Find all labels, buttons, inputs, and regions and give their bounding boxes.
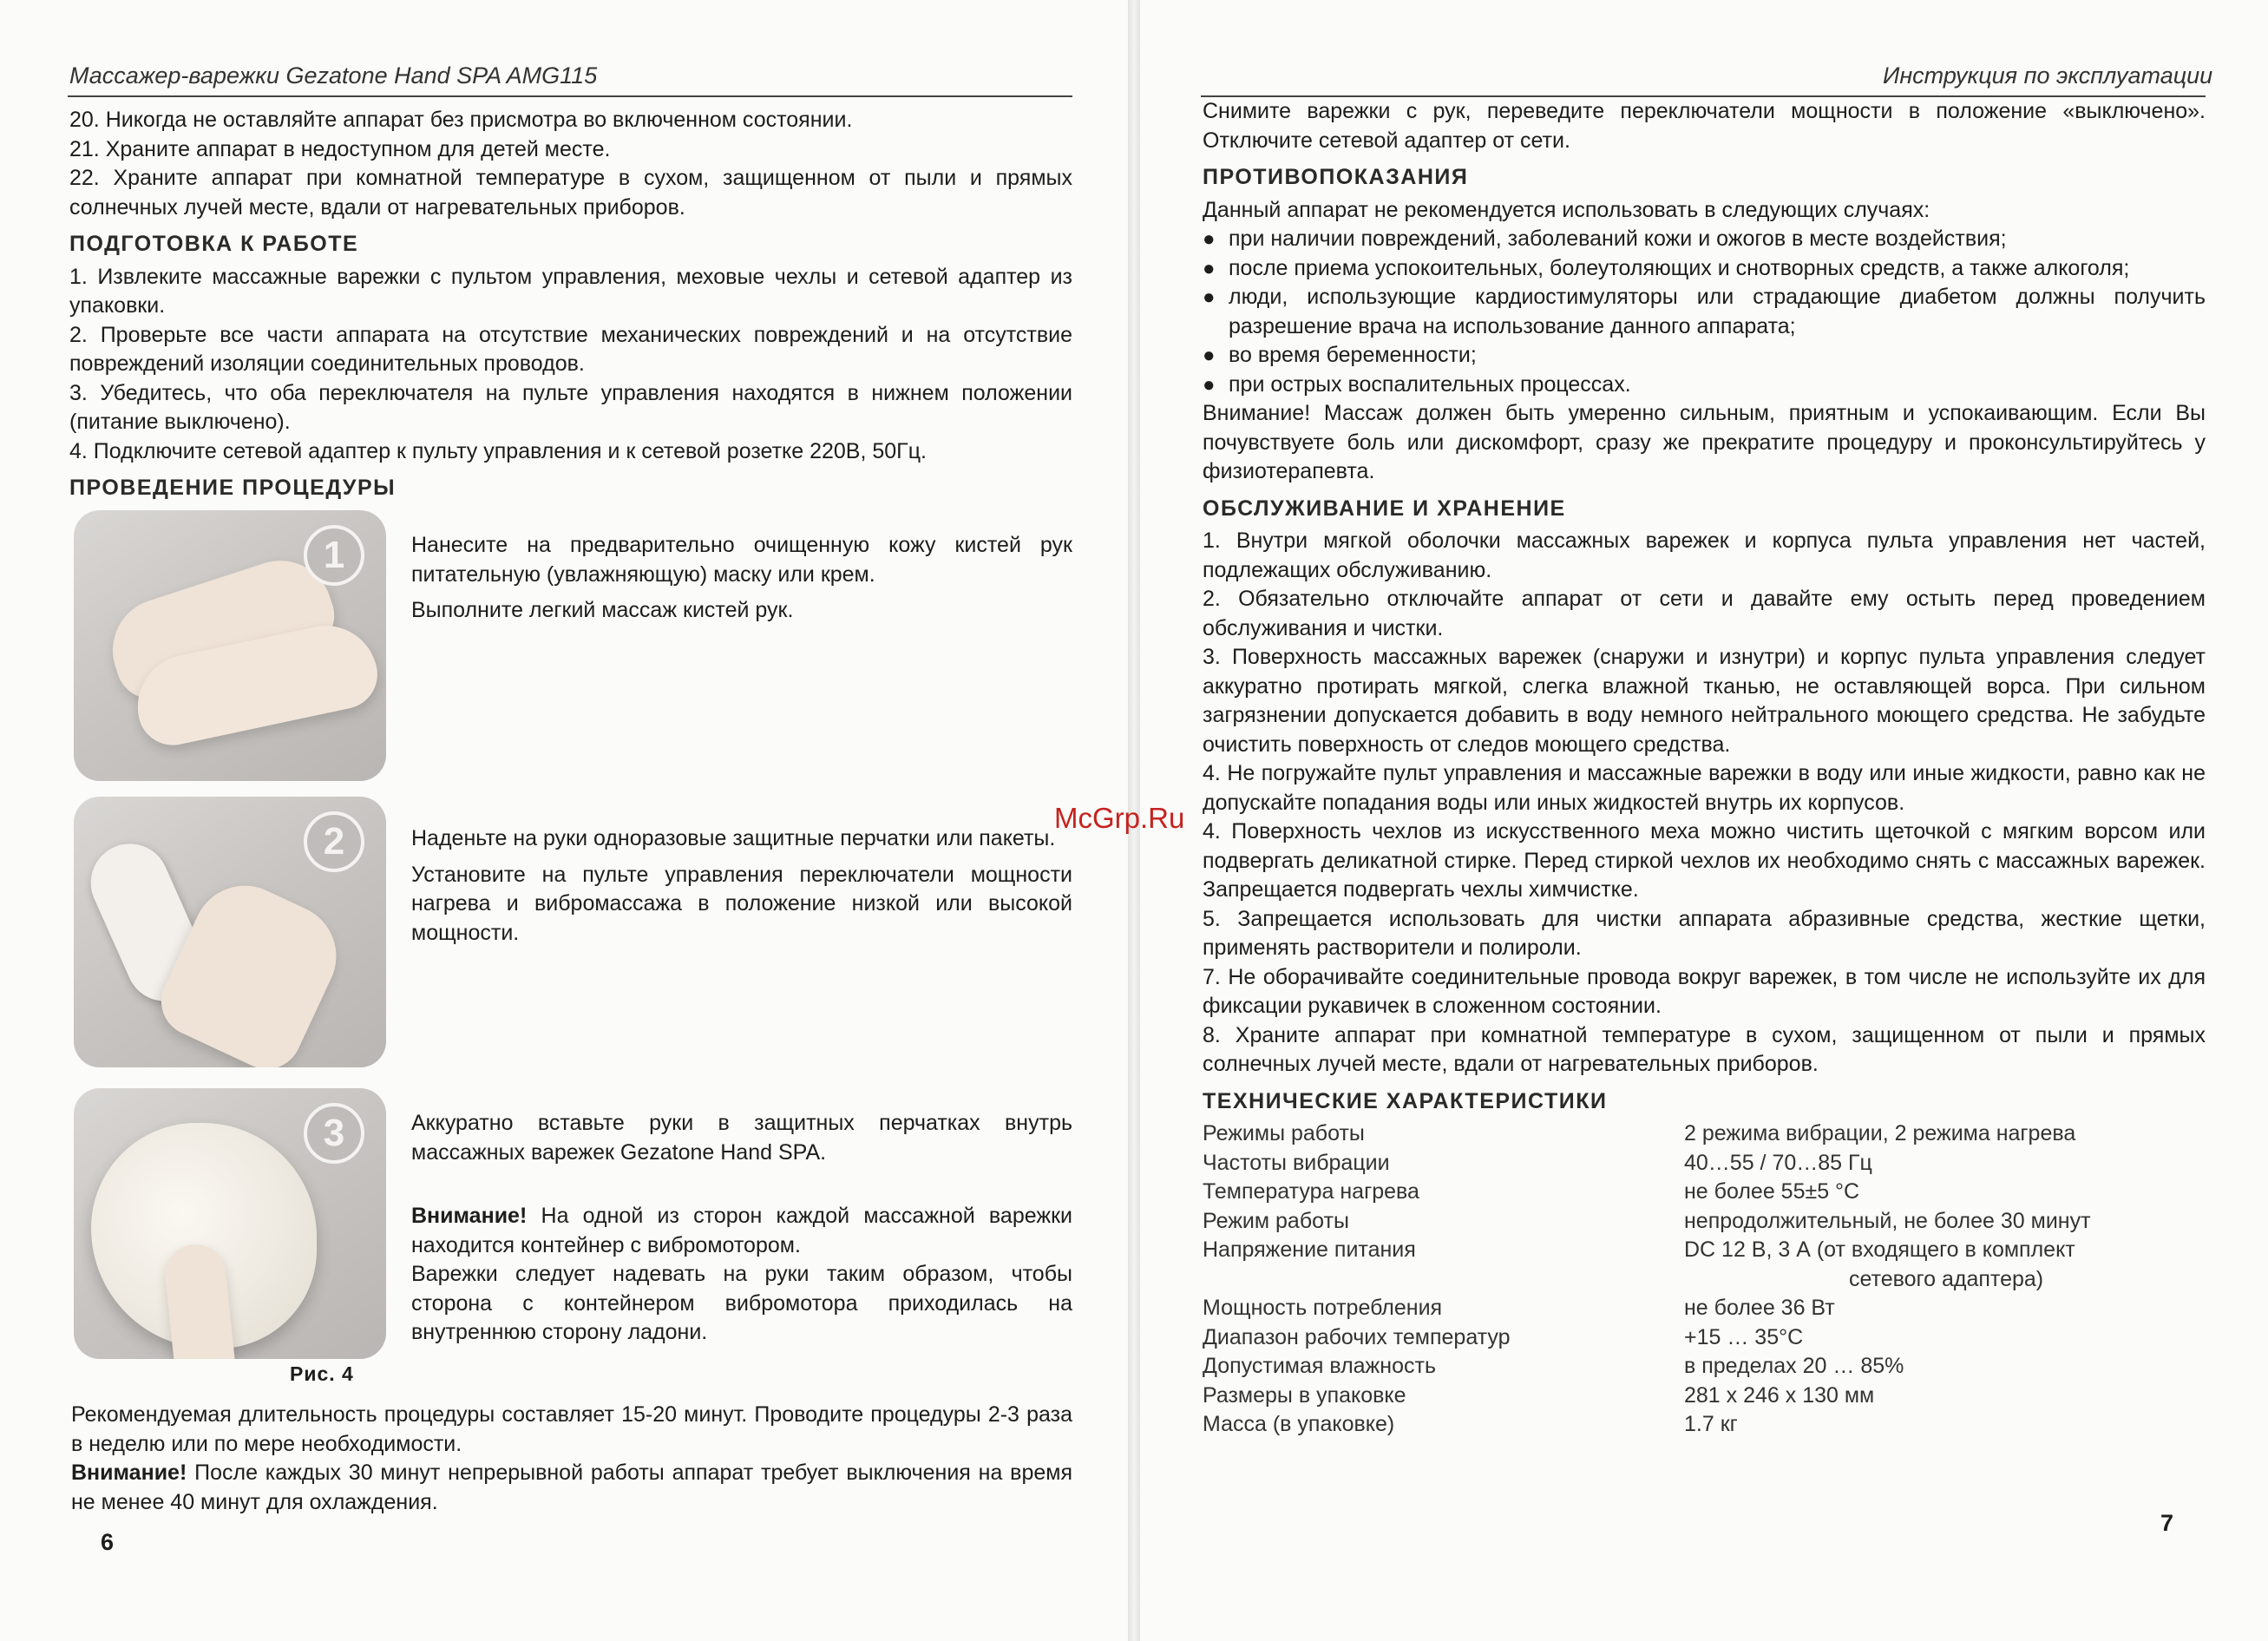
spec-row: Допустимая влажность в пределах 20 … 85%: [1203, 1354, 1904, 1378]
paragraph: Рекомендуемая длительность процедуры составляет 15-20 минут. Проводите процедуры 2-3 раза в неделю или по мере необходимости.: [71, 1402, 1072, 1456]
section-title-care: ОБСЛУЖИВАНИЕ И ХРАНЕНИЕ: [1203, 496, 1566, 521]
list-item: 2. Обязательно отключайте аппарат от сети и давайте ему остыть перед проведением обслуживания и чистки.: [1203, 587, 2206, 640]
right-column: [1203, 97, 2206, 1440]
watermark-link[interactable]: McGrp.Ru: [1054, 802, 1185, 834]
bullet-icon: ●: [1203, 372, 1216, 397]
bullet-item: ● после приема успокоительных, болеутоляющих и снотворных средств, а также алкоголя;: [1203, 254, 2206, 284]
step-text: Варежки следует надевать на руки таким образом, чтобы сторона с контейнером вибромотора приходилась на внутреннюю сторону ладони.: [411, 1262, 1072, 1344]
warning-text: На одной из сторон каждой массажной варежки находится контейнер с вибромотором.: [411, 1204, 1072, 1257]
step-text: Наденьте на руки одноразовые защитные перчатки или пакеты.: [411, 826, 1056, 850]
specs-table: [1203, 1119, 2206, 1440]
warning-label: Внимание!: [71, 1460, 187, 1485]
step-text: Аккуратно вставьте руки в защитных перчатках внутрь массажных варежек Gezatone Hand SPA.: [411, 1111, 1072, 1165]
list-item: 20. Никогда не оставляйте аппарат без присмотра во включенном состоянии.: [69, 108, 853, 132]
step-number-badge: 3: [304, 1103, 364, 1164]
list-item: 4. Поверхность чехлов из искусственного меха можно чистить щеточкой с мягким ворсом или подвергать деликатной стирке. Перед стиркой чехлов их необходимо снять с массажных варежек. Запрещается подвергать чехлы химчистке.: [1203, 819, 2206, 902]
list-item: 8. Храните аппарат при комнатной температуре в сухом, защищенном от пыли и прямых солнечных лучей месте, вдали от нагревательных приборов.: [1203, 1022, 2206, 1076]
section-title-specs: ТЕХНИЧЕСКИЕ ХАРАКТЕРИСТИКИ: [1203, 1088, 1608, 1113]
left-top-column: [69, 106, 1072, 507]
bullet-item: ● при наличии повреждений, заболеваний кожи и ожогов в месте воздействия;: [1203, 225, 2206, 254]
list-item: 3. Поверхность массажных варежек (снаружи и изнутри) и корпус пульта управления следует аккуратно протирать мягкой, слегка влажной тканью, не оставляющей ворса. При сильном загрязнении допускается добавить в воду немного нейтрального моющего средства. Не забудьте очистить поверхность от следов моющего средства.: [1203, 645, 2206, 757]
right-page-header: Инструкция по эксплуатации: [1883, 62, 2213, 89]
step-number-badge: 1: [304, 525, 364, 586]
left-bottom-column: [71, 1401, 1072, 1517]
list-item: 4. Подключите сетевой адаптер к пульту управления и к сетевой розетке 220В, 50Гц.: [69, 438, 927, 463]
list-item: 1. Извлеките массажные варежки с пультом управления, меховые чехлы и сетевой адаптер из упаковки.: [69, 264, 1072, 318]
list-item: 5. Запрещается использовать для чистки аппарата абразивные средства, жесткие щетки, применять растворители и полироли.: [1203, 906, 2206, 960]
step-1-text: [411, 531, 1072, 626]
hand-illustration: [150, 869, 353, 1067]
left-page-header: Массажер-варежки Gezatone Hand SPA AMG115: [69, 62, 598, 89]
page-number: 7: [2160, 1510, 2174, 1536]
warning-label: Внимание!: [411, 1204, 528, 1228]
bullet-item: ● при острых воспалительных процессах.: [1203, 371, 2206, 400]
section-title-procedure: ПРОВЕДЕНИЕ ПРОЦЕДУРЫ: [69, 476, 397, 500]
spec-row: Режим работы непродолжительный, не более 30 минут: [1203, 1208, 2091, 1233]
spec-row: Температура нагрева не более 55±5 °С: [1203, 1179, 1860, 1204]
step-text: Выполните легкий массаж кистей рук.: [411, 598, 794, 622]
left-header-rule: [68, 95, 1072, 97]
bullet-icon: ●: [1203, 286, 1216, 309]
list-item: 22. Храните аппарат при комнатной температуре в сухом, защищенном от пыли и прямых солнечных лучей месте, вдали от нагревательных приборов.: [69, 166, 1072, 220]
spec-row: Частоты вибрации 40…55 / 70…85 Гц: [1203, 1150, 1872, 1175]
list-item: 1. Внутри мягкой оболочки массажных варежек и корпуса пульта управления нет частей, подлежащих обслуживанию.: [1203, 528, 2206, 582]
paragraph: Внимание! Массаж должен быть умеренно сильным, приятным и успокаивающим. Если Вы почувствуете боль или дискомфорт, сразу же прекратите процедуру и проконсультируйтесь у физиотерапевта.: [1203, 401, 2206, 483]
paragraph: Данный аппарат не рекомендуется использовать в следующих случаях:: [1203, 197, 1930, 222]
list-item: 2. Проверьте все части аппарата на отсутствие механических повреждений и на отсутствие повреждений изоляции соединительных проводов.: [69, 322, 1072, 376]
section-title-preparation: ПОДГОТОВКА К РАБОТЕ: [69, 232, 359, 256]
bullet-item: ● люди, использующие кардиостимуляторы или страдающие диабетом должны получить разрешение врача на использование данного аппарата;: [1203, 285, 2206, 338]
step-text: Установите на пульте управления переключатели мощности нагрева и вибромассажа в положение низкой или высокой мощности.: [411, 862, 1072, 945]
spec-row: Масса (в упаковке) 1.7 кг: [1203, 1412, 1738, 1436]
section-title-contraindications: ПРОТИВОПОКАЗАНИЯ: [1203, 165, 1469, 189]
page-number: 6: [101, 1529, 115, 1555]
spec-row: Мощность потребления не более 36 Вт: [1203, 1296, 1835, 1320]
step-2-text: [411, 824, 1072, 948]
bullet-icon: ●: [1203, 227, 1216, 251]
paragraph: Снимите варежки с рук, переведите переключатели мощности в положение «выключено». Отключите сетевой адаптер от сети.: [1203, 99, 2206, 153]
bullet-item: ● во время беременности;: [1203, 341, 2206, 371]
figure-caption: Рис. 4: [290, 1362, 354, 1385]
list-item: 21. Храните аппарат в недоступном для детей месте.: [69, 136, 611, 161]
step-3-text: [411, 1109, 1072, 1348]
step-text: Нанесите на предварительно очищенную кожу кистей рук питательную (увлажняющую) маску или крем.: [411, 533, 1072, 587]
bullet-icon: ●: [1203, 344, 1216, 367]
bullet-icon: ●: [1203, 256, 1216, 280]
spec-row: Режимы работы 2 режима вибрации, 2 режима нагрева: [1203, 1121, 2076, 1145]
spec-row: Размеры в упаковке 281 х 246 х 130 мм: [1203, 1382, 1875, 1408]
warning-text: После каждых 30 минут непрерывной работы аппарат требует выключения на время не менее 40 минут для охлаждения.: [71, 1460, 1072, 1514]
step-number-badge: 2: [304, 811, 364, 872]
list-item: 7. Не оборачивайте соединительные провода вокруг варежек, в том числе не используйте их для фиксации рукавичек в сложенном состоянии.: [1203, 964, 2206, 1018]
list-item: 4. Не погружайте пульт управления и массажные варежки в воду или иные жидкости, равно как не допускайте попадания воды или иных жидкостей внутрь их корпусов.: [1203, 761, 2206, 815]
spec-row: Диапазон рабочих температур +15 … 35°С: [1203, 1324, 1804, 1349]
spec-row: Напряжение питания DC 12 В, 3 А (от входящего в комплект сетевого адаптера): [1203, 1237, 2075, 1291]
list-item: 3. Убедитесь, что оба переключателя на пульте управления находятся в нижнем положении (питание выключено).: [69, 380, 1072, 434]
